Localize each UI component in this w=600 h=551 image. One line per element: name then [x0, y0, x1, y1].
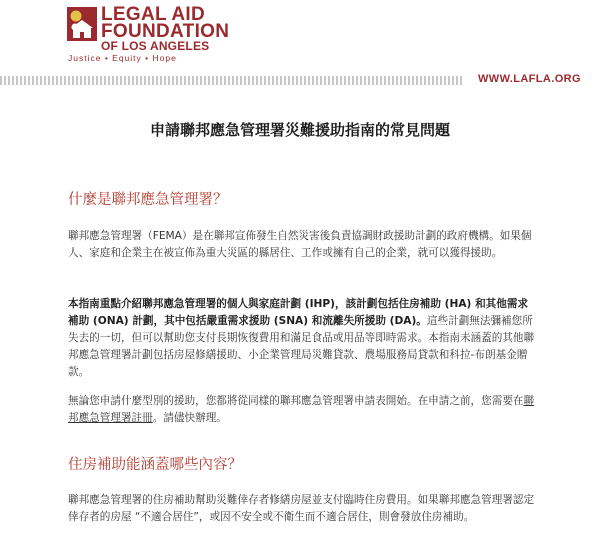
paragraph-application-end: 。請儘快辦理。: [152, 412, 227, 424]
org-name-line1: LEGAL AID: [101, 4, 206, 25]
paragraph-ihp-rest: 這些計劃無法彌補您所失去的一切，但可以幫助您支付長期恢復費用和滿足食品或用品等即時需求。本指南未涵蓋的其他聯邦應急管理署計劃包括房屋修繕援助、小企業管理局災難貸款、農場服務局貸款和科拉-布朗基金贈款。: [68, 315, 535, 378]
paragraph-application: [68, 393, 538, 427]
house-tree-logo-icon: [67, 7, 97, 41]
paragraph-housing-assistance: 聯邦應急管理署的住房補助幫助災難倖存者修繕房屋並支付臨時住房費用。如果聯邦應急管理署認定倖存者的房屋 “不適合居住”，或因不安全或不衛生而不適合居住，則會發放住房補助。: [68, 494, 535, 523]
section-heading-fema: 什麼是聯邦應急管理署？: [68, 192, 228, 208]
org-name-line2: FOUNDATION: [101, 21, 230, 42]
page-header: [0, 0, 600, 98]
section-heading-housing: 住房補助能涵蓋哪些內容？: [68, 457, 242, 473]
website-link[interactable]: WWW.LAFLA.ORG: [478, 73, 581, 85]
paragraph-ihp-bold: 本指南重點介紹聯邦應急管理署的個人與家庭計劃 (IHP)，該計劃包括住房補助 (HA) 和其他需求補助 (ONA) 計劃，其中包括嚴重需求援助 (SNA) 和流離失所援助 (DA)。: [68, 298, 529, 327]
fema-registration-link[interactable]: 聯邦應急管理署註冊: [68, 395, 535, 424]
paragraph-ihp-overview: [68, 296, 538, 381]
header-divider: [0, 76, 462, 85]
org-name-line3: OF LOS ANGELES: [101, 39, 210, 53]
organization-name: [101, 6, 229, 53]
paragraph-fema-intro: 聯邦應急管理署（FEMA）是在聯邦宣佈發生自然災害後負責協調財政援助計劃的政府機構。如果個人、家庭和企業主在被宣佈為重大災區的縣居住、工作或擁有自己的企業，就可以獲得援助。: [68, 230, 532, 259]
tagline: Justice • Equity • Hope: [68, 53, 177, 63]
document-title: 申請聯邦應急管理署災難援助指南的常見問題: [149, 121, 450, 139]
paragraph-application-text: 無論您申請什麼型別的援助，您都將從同樣的聯邦應急管理署申請表開始。在申請之前，您需要在: [68, 395, 524, 407]
